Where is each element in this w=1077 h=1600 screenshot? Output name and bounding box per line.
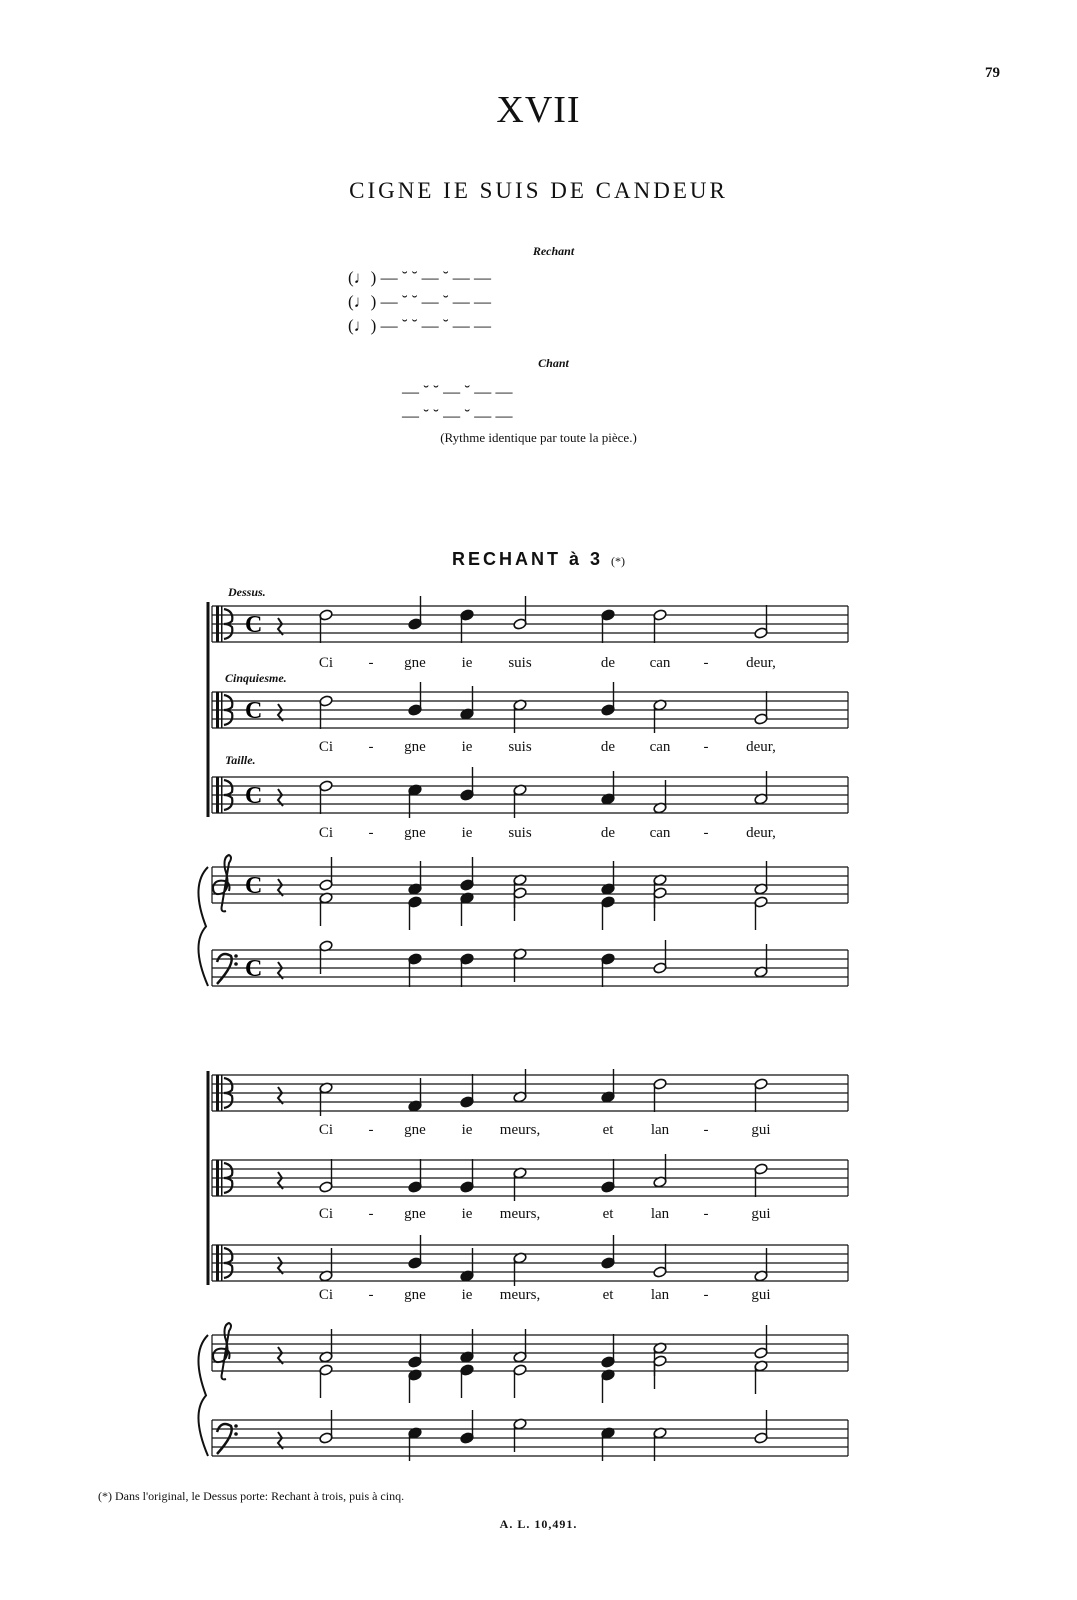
c-clef-bar <box>216 1075 219 1111</box>
voice-name-dessus: Dessus. <box>228 585 266 599</box>
lyric-syllable: suis <box>508 739 532 755</box>
lyric-syllable: deur, <box>746 825 776 841</box>
lyric-syllable: meurs, <box>499 1287 541 1303</box>
time-signature-c: C <box>245 698 263 724</box>
lyric-syllable: ie <box>461 1122 473 1138</box>
rechant-meter-row: (♩) — ˘ ˘ — ˘ — — <box>348 316 492 335</box>
lyric-syllable: et <box>602 1206 614 1222</box>
lyric-syllable: gne <box>404 1122 426 1138</box>
piano-brace <box>198 1335 208 1456</box>
c-clef-bar <box>221 777 223 813</box>
lyric-syllable: gne <box>404 1287 426 1303</box>
lyric-syllable: Ci <box>318 739 334 755</box>
lyric-syllable: Ci <box>318 1122 334 1138</box>
lyric-syllable: lan <box>650 1122 670 1138</box>
plate-number: A. L. 10,491. <box>499 1517 578 1531</box>
lyric-syllable: - <box>703 739 709 755</box>
lyric-syllable: gne <box>404 1206 426 1222</box>
lyric-syllable: de <box>600 655 616 671</box>
lyric-syllable: lan <box>650 1206 670 1222</box>
footnote-mark: (*) <box>611 554 626 568</box>
lyric-syllable: meurs, <box>499 1206 541 1222</box>
footnote: (*) Dans l'original, le Dessus porte: Rechant à trois, puis à cinq. <box>98 1489 405 1503</box>
time-signature-c: C <box>245 873 263 899</box>
bass-clef-dot <box>234 954 238 958</box>
lyric-syllable: de <box>600 739 616 755</box>
rechant-label: Rechant <box>532 244 575 258</box>
piano-brace <box>198 867 208 986</box>
voice-name-cinquiesme: Cinquiesme. <box>225 671 287 685</box>
section-title-text: RECHANT à 3 <box>451 549 603 569</box>
lyric-syllable: gui <box>751 1122 771 1138</box>
c-clef-bar <box>221 606 223 642</box>
lyric-syllable: deur, <box>746 655 776 671</box>
lyric-syllable: deur, <box>746 739 776 755</box>
lyric-syllable: suis <box>508 825 532 841</box>
lyric-syllable: meurs, <box>499 1122 541 1138</box>
c-clef-bar <box>221 1075 223 1111</box>
time-signature-c: C <box>245 783 263 809</box>
rhythm-note: (Rythme identique par toute la pièce.) <box>440 430 637 445</box>
lyric-syllable: Ci <box>318 1206 334 1222</box>
lyric-syllable: can <box>649 655 671 671</box>
lyric-syllable: gne <box>404 739 426 755</box>
time-signature-c: C <box>245 956 263 982</box>
lyric-syllable: gne <box>404 825 426 841</box>
lyric-syllable: Ci <box>318 825 334 841</box>
lyric-syllable: - <box>703 1206 709 1222</box>
lyric-syllable: - <box>368 825 374 841</box>
lyric-syllable: gne <box>404 655 426 671</box>
piece-number: XVII <box>496 89 581 131</box>
c-clef-bar <box>221 1245 223 1281</box>
lyric-syllable: can <box>649 739 671 755</box>
lyric-syllable: - <box>368 1206 374 1222</box>
lyric-syllable: ie <box>461 655 473 671</box>
c-clef-bar <box>216 606 219 642</box>
bass-clef-dot <box>234 962 238 966</box>
lyric-syllable: ie <box>461 739 473 755</box>
c-clef-bar <box>216 777 219 813</box>
lyric-syllable: Ci <box>318 1287 334 1303</box>
lyric-syllable: lan <box>650 1287 670 1303</box>
c-clef-bar <box>221 692 223 728</box>
lyric-syllable: - <box>368 1122 374 1138</box>
voice-name-taille: Taille. <box>225 753 256 767</box>
rechant-meter-row: (♩) — ˘ ˘ — ˘ — — <box>348 292 492 311</box>
rechant-meter-row: (♩) — ˘ ˘ — ˘ — — <box>348 268 492 287</box>
c-clef-bar <box>221 1160 223 1196</box>
lyric-syllable: Ci <box>318 655 334 671</box>
page-number: 79 <box>985 65 1000 81</box>
lyric-syllable: - <box>703 655 709 671</box>
time-signature-c: C <box>245 612 263 638</box>
lyric-syllable: - <box>368 655 374 671</box>
chant-label: Chant <box>538 356 569 370</box>
lyric-syllable: ie <box>461 1206 473 1222</box>
lyric-syllable: - <box>368 1287 374 1303</box>
lyric-syllable: - <box>368 739 374 755</box>
chant-meter-row: — ˘ ˘ — ˘ — — <box>402 406 513 425</box>
lyric-syllable: gui <box>751 1287 771 1303</box>
piece-title: CIGNE IE SUIS DE CANDEUR <box>349 178 728 203</box>
bass-clef-dot <box>234 1424 238 1428</box>
bass-clef-dot <box>234 1432 238 1436</box>
lyric-syllable: suis <box>508 655 532 671</box>
lyric-syllable: et <box>602 1287 614 1303</box>
lyric-syllable: - <box>703 1287 709 1303</box>
c-clef-bar <box>216 1160 219 1196</box>
chant-meter-row: — ˘ ˘ — ˘ — — <box>402 382 513 401</box>
lyric-syllable: ie <box>461 1287 473 1303</box>
lyric-syllable: can <box>649 825 671 841</box>
lyric-syllable: - <box>703 825 709 841</box>
lyric-syllable: ie <box>461 825 473 841</box>
lyric-syllable: de <box>600 825 616 841</box>
lyric-syllable: gui <box>751 1206 771 1222</box>
lyric-syllable: - <box>703 1122 709 1138</box>
c-clef-bar <box>216 692 219 728</box>
c-clef-bar <box>216 1245 219 1281</box>
lyric-syllable: et <box>602 1122 614 1138</box>
